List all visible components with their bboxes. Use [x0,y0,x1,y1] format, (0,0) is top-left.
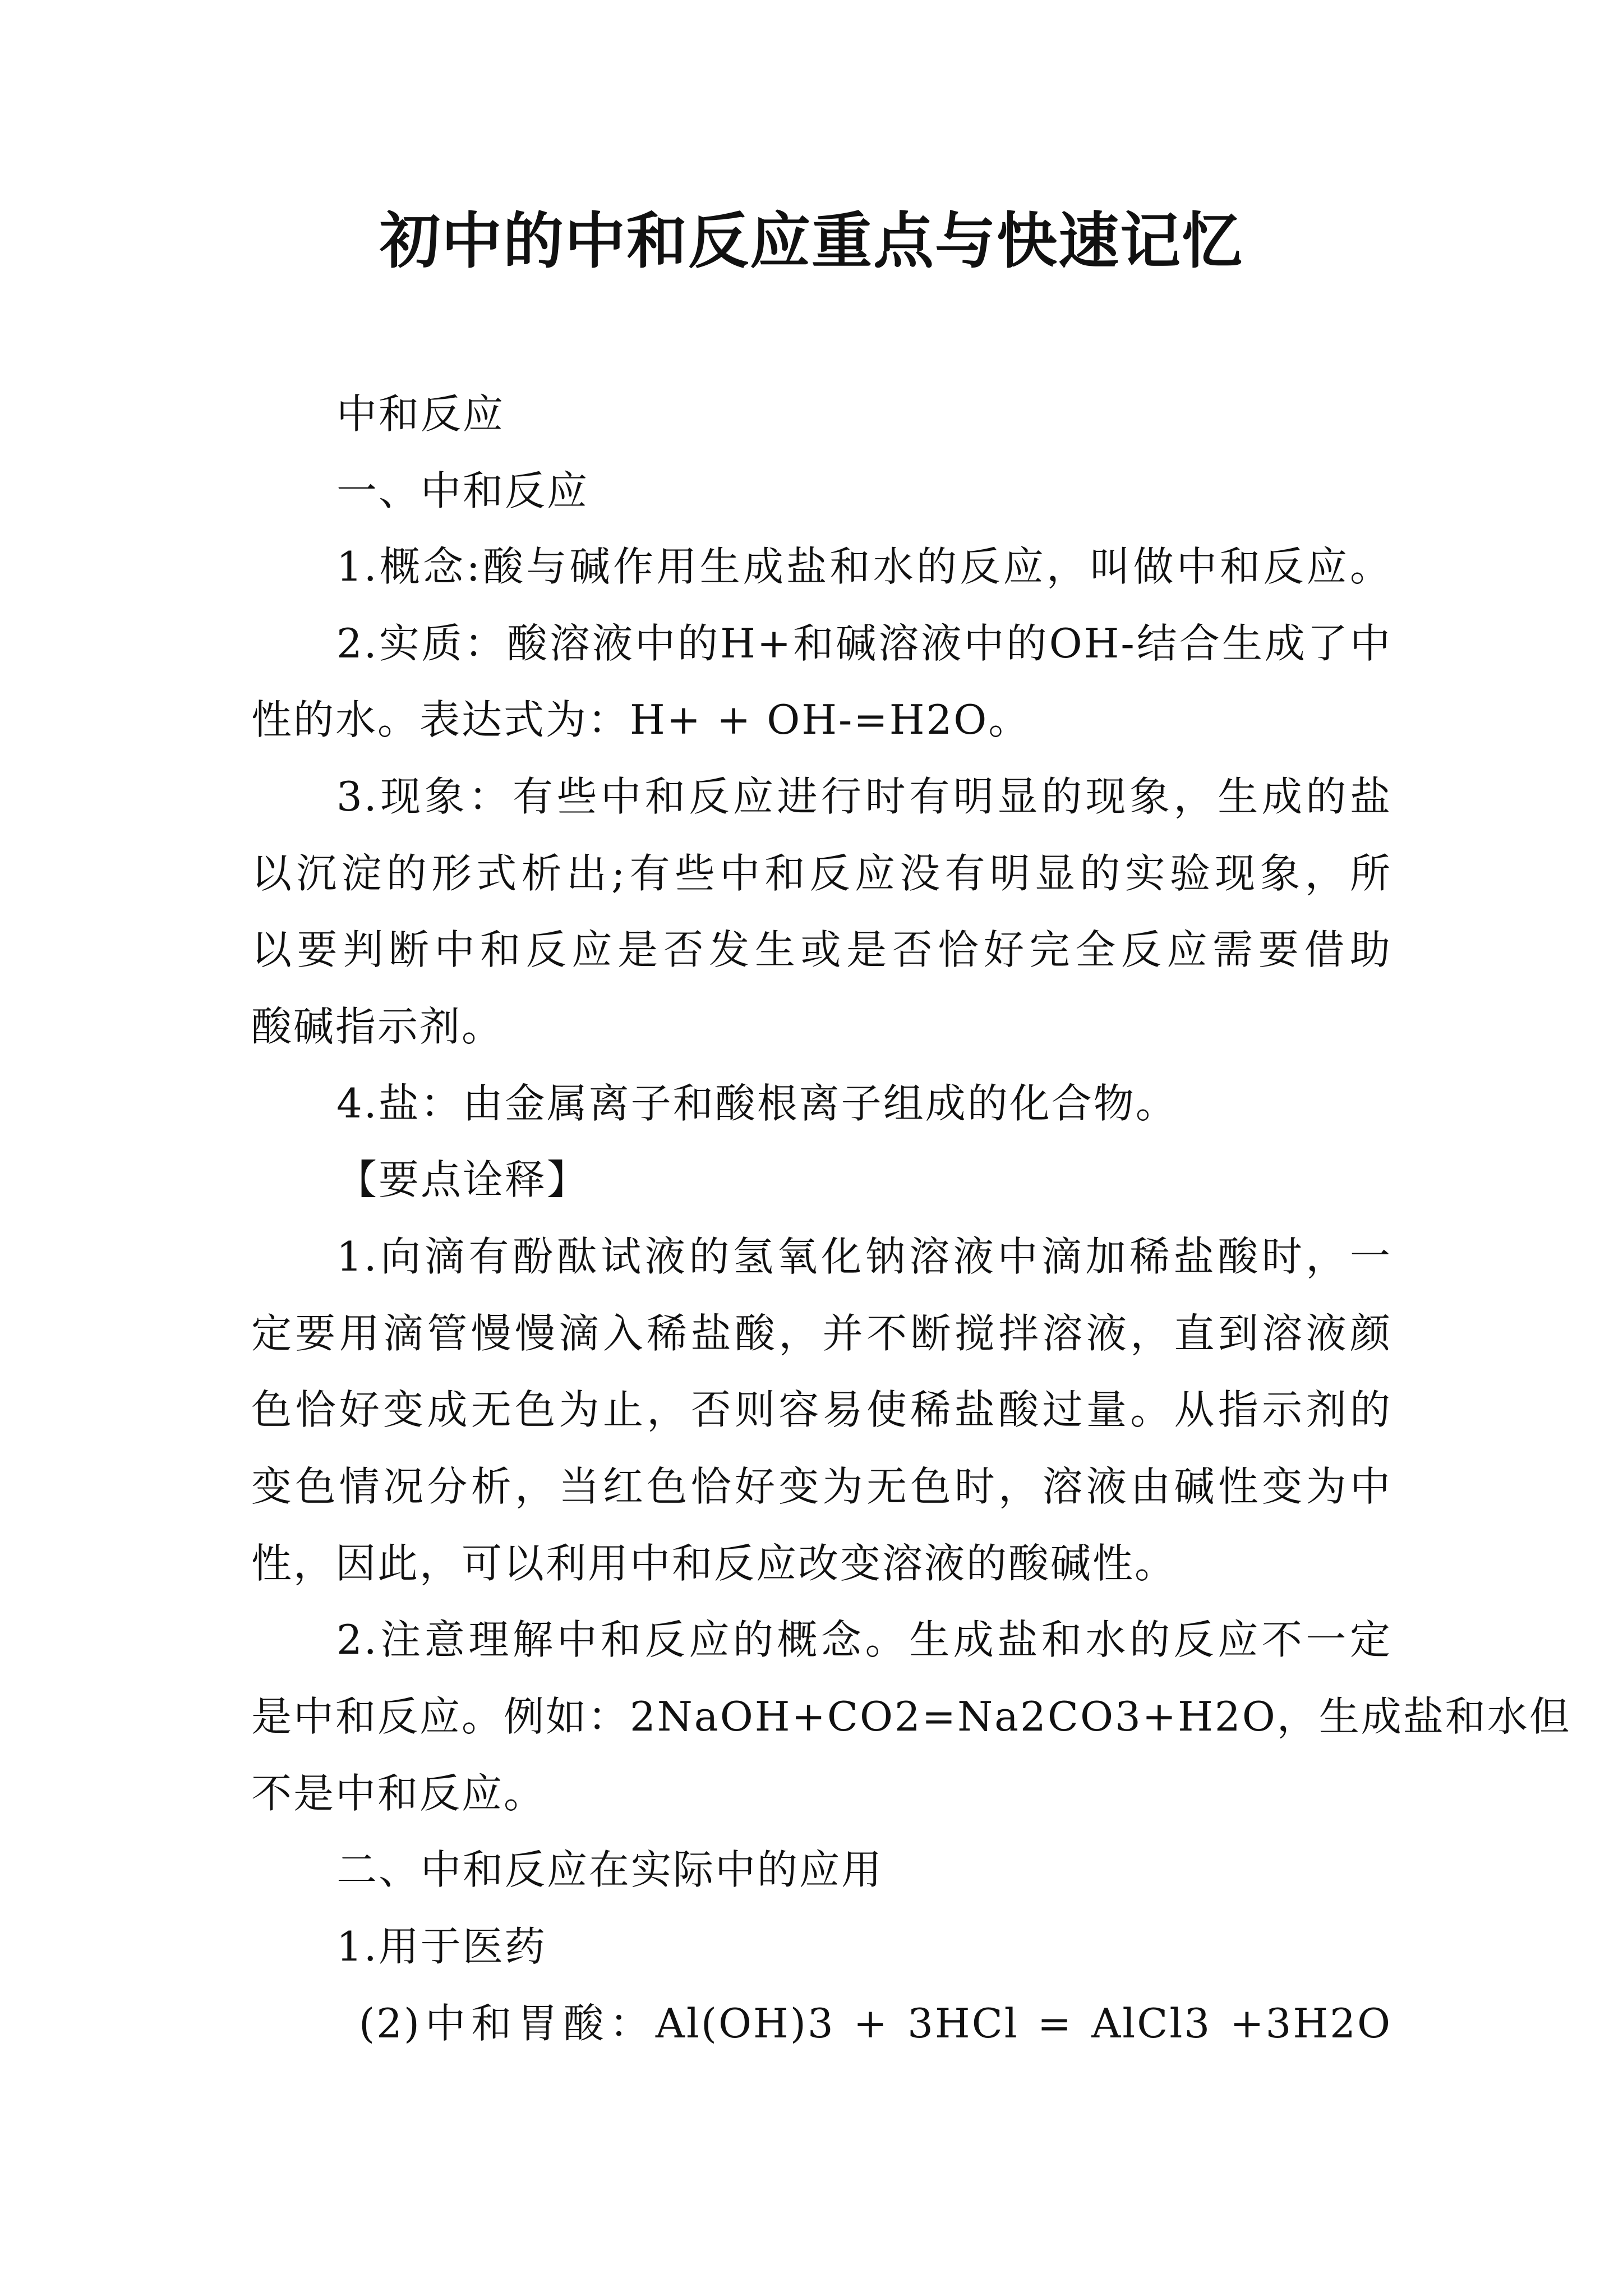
paragraph-line: 不是中和反应。 [251,1770,546,1817]
paragraph-line: 定要用滴管慢慢滴入稀盐酸，并不断搅拌溶液，直到溶液颜 [251,1310,1392,1357]
document-title: 初中的中和反应重点与快速记忆 [379,206,1243,277]
paragraph-line: 以要判断中和反应是否发生或是否恰好完全反应需要借助 [251,926,1392,973]
section-heading: 二、中和反应在实际中的应用 [336,1846,884,1893]
paragraph-line: 2.注意理解中和反应的概念。生成盐和水的反应不一定 [336,1616,1392,1663]
paragraph-line: 色恰好变成无色为止，否则容易使稀盐酸过量。从指示剂的 [251,1386,1392,1433]
paragraph-line: 性的水。表达式为：H+ + OH-=H2O。 [251,696,1031,743]
formula-line: (2)中和胃酸：Al(OH)3 + 3HCl = AlCl3 +3H2O [359,2000,1392,2047]
paragraph-line: 2.实质：酸溶液中的H+和碱溶液中的OH-结合生成了中 [336,620,1392,667]
paragraph-line: 以沉淀的形式析出;有些中和反应没有明显的实验现象，所 [251,850,1392,897]
paragraph-line: 1.向滴有酚酞试液的氢氧化钠溶液中滴加稀盐酸时，一 [336,1233,1392,1280]
section-heading: 中和反应 [336,390,505,438]
paragraph-line: 1.用于医药 [336,1923,547,1970]
section-heading: 一、中和反应 [336,467,589,514]
section-heading: 【要点诠释】 [336,1156,589,1203]
paragraph-line: 1.概念:酸与碱作用生成盐和水的反应，叫做中和反应。 [336,543,1392,590]
paragraph-line: 变色情况分析，当红色恰好变为无色时，溶液由碱性变为中 [251,1463,1392,1510]
paragraph-line: 性，因此，可以利用中和反应改变溶液的酸碱性。 [251,1540,1177,1587]
paragraph-line: 是中和反应。例如：2NaOH+CO2=Na2CO3+H2O，生成盐和水但 [251,1693,1571,1740]
paragraph-line: 4.盐：由金属离子和酸根离子组成的化合物。 [336,1080,1178,1127]
paragraph-line: 3.现象：有些中和反应进行时有明显的现象，生成的盐 [336,773,1392,820]
paragraph-line: 酸碱指示剂。 [251,1003,504,1050]
